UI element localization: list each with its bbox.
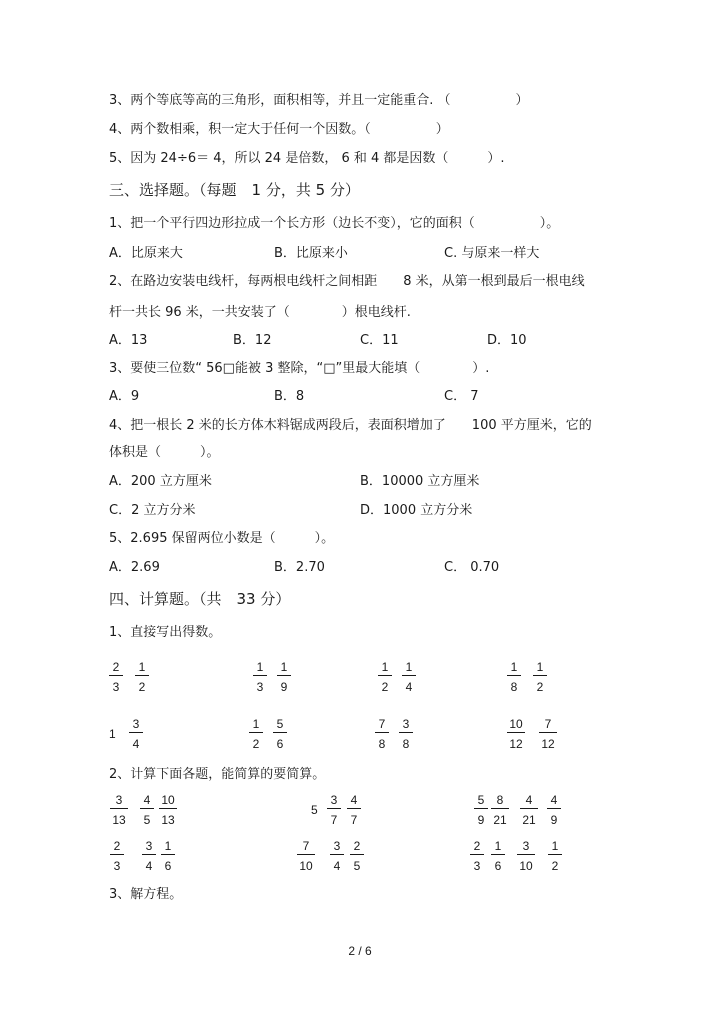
fraction: 7 10 xyxy=(296,839,326,879)
fraction: 7 8 xyxy=(374,717,404,757)
fraction: 3 4 xyxy=(329,839,359,879)
mc-q4-line1: 4、把一根长 2 米的长方体木料锯成两段后，表面积增加了 100 平方厘米，它的 xyxy=(109,418,592,433)
fraction: 1 2 xyxy=(547,839,577,879)
fraction: 10 13 xyxy=(158,793,188,833)
fraction: 2 5 xyxy=(349,839,379,879)
fraction: 1 6 xyxy=(490,839,520,879)
mc-q3: 3、要使三位数“ 56□能被 3 整除，“□”里最大能填（ ）. xyxy=(109,361,490,376)
fraction: 1 4 xyxy=(401,660,431,700)
fraction: 1 6 xyxy=(160,839,190,879)
calc-q2-instruction: 2、计算下面各题，能简算的要简算。 xyxy=(109,767,326,782)
mc-q3-option-b: B．8 xyxy=(274,389,305,404)
mc-q2-option-b: B．12 xyxy=(233,333,272,348)
fraction: 2 3 xyxy=(109,839,139,879)
fraction: 5 6 xyxy=(272,717,302,757)
whole-number: 1 xyxy=(109,727,116,741)
mc-q4-option-b: B．10000 立方厘米 xyxy=(360,474,480,489)
whole-number: 5 xyxy=(311,803,318,817)
calc-q1-instruction: 1、直接写出得数。 xyxy=(109,625,222,640)
fraction: 1 2 xyxy=(377,660,407,700)
fraction: 1 2 xyxy=(532,660,562,700)
fraction: 3 4 xyxy=(141,839,171,879)
fraction: 4 9 xyxy=(546,793,576,833)
mc-q2-line2: 杆一共长 96 米，一共安装了（ ）根电线杆. xyxy=(109,305,411,320)
mc-q5-option-a: A．2.69 xyxy=(109,560,160,575)
mc-q3-option-a: A．9 xyxy=(109,389,140,404)
mc-q2-option-c: C．11 xyxy=(360,333,399,348)
fraction: 3 10 xyxy=(516,839,546,879)
mc-q5: 5、2.695 保留两位小数是（ ）。 xyxy=(109,531,335,546)
fraction: 4 21 xyxy=(519,793,549,833)
mc-q4-option-a: A．200 立方厘米 xyxy=(109,474,212,489)
mc-q5-option-c: C． 0.70 xyxy=(444,560,500,575)
mc-q1-option-a: A．比原来大 xyxy=(109,246,183,261)
fraction: 3 13 xyxy=(109,793,139,833)
fraction: 1 3 xyxy=(252,660,282,700)
section4-title: 四、计算题。（共 33 分） xyxy=(109,590,291,608)
fraction: 2 3 xyxy=(469,839,499,879)
calc-q3-instruction: 3、解方程。 xyxy=(109,887,183,902)
judge-q5: 5、因为 24÷6＝ 4，所以 24 是倍数， 6 和 4 都是因数（ ）. xyxy=(109,151,505,166)
fraction: 5 9 xyxy=(473,793,503,833)
fraction: 2 3 xyxy=(108,660,138,700)
fraction: 4 5 xyxy=(139,793,169,833)
mc-q3-option-c: C． 7 xyxy=(444,389,479,404)
fraction: 7 12 xyxy=(538,717,568,757)
fraction: 3 8 xyxy=(398,717,428,757)
mc-q2-option-a: A．13 xyxy=(109,333,148,348)
fraction: 1 2 xyxy=(248,717,278,757)
fraction: 4 7 xyxy=(346,793,376,833)
mc-q4-option-c: C．2 立方分米 xyxy=(109,503,196,518)
fraction: 8 21 xyxy=(490,793,520,833)
mc-q5-option-b: B．2.70 xyxy=(274,560,325,575)
fraction: 3 4 xyxy=(128,717,158,757)
mc-q1: 1、把一个平行四边形拉成一个长方形（边长不变），它的面积（ ）。 xyxy=(109,216,560,231)
judge-q3: 3、两个等底等高的三角形，面积相等，并且一定能重合. （ ） xyxy=(109,93,529,108)
fraction: 10 12 xyxy=(506,717,536,757)
page-number: 2 / 6 xyxy=(348,944,372,958)
fraction: 3 7 xyxy=(326,793,356,833)
mc-q2-option-d: D．10 xyxy=(487,333,527,348)
fraction: 1 9 xyxy=(276,660,306,700)
mc-q1-option-c: C. 与原来一样大 xyxy=(444,246,540,261)
fraction: 1 8 xyxy=(506,660,536,700)
mc-q4-line2: 体积是（ ）。 xyxy=(109,445,220,460)
judge-q4: 4、两个数相乘，积一定大于任何一个因数。（ ） xyxy=(109,122,449,137)
mc-q2-line1: 2、在路边安装电线杆，每两根电线杆之间相距 8 米，从第一根到最后一根电线 xyxy=(109,274,585,289)
section3-title: 三、选择题。（每题 1 分，共 5 分） xyxy=(109,181,360,199)
fraction: 1 2 xyxy=(134,660,164,700)
mc-q1-option-b: B．比原来小 xyxy=(274,246,348,261)
mc-q4-option-d: D．1000 立方分米 xyxy=(360,503,473,518)
